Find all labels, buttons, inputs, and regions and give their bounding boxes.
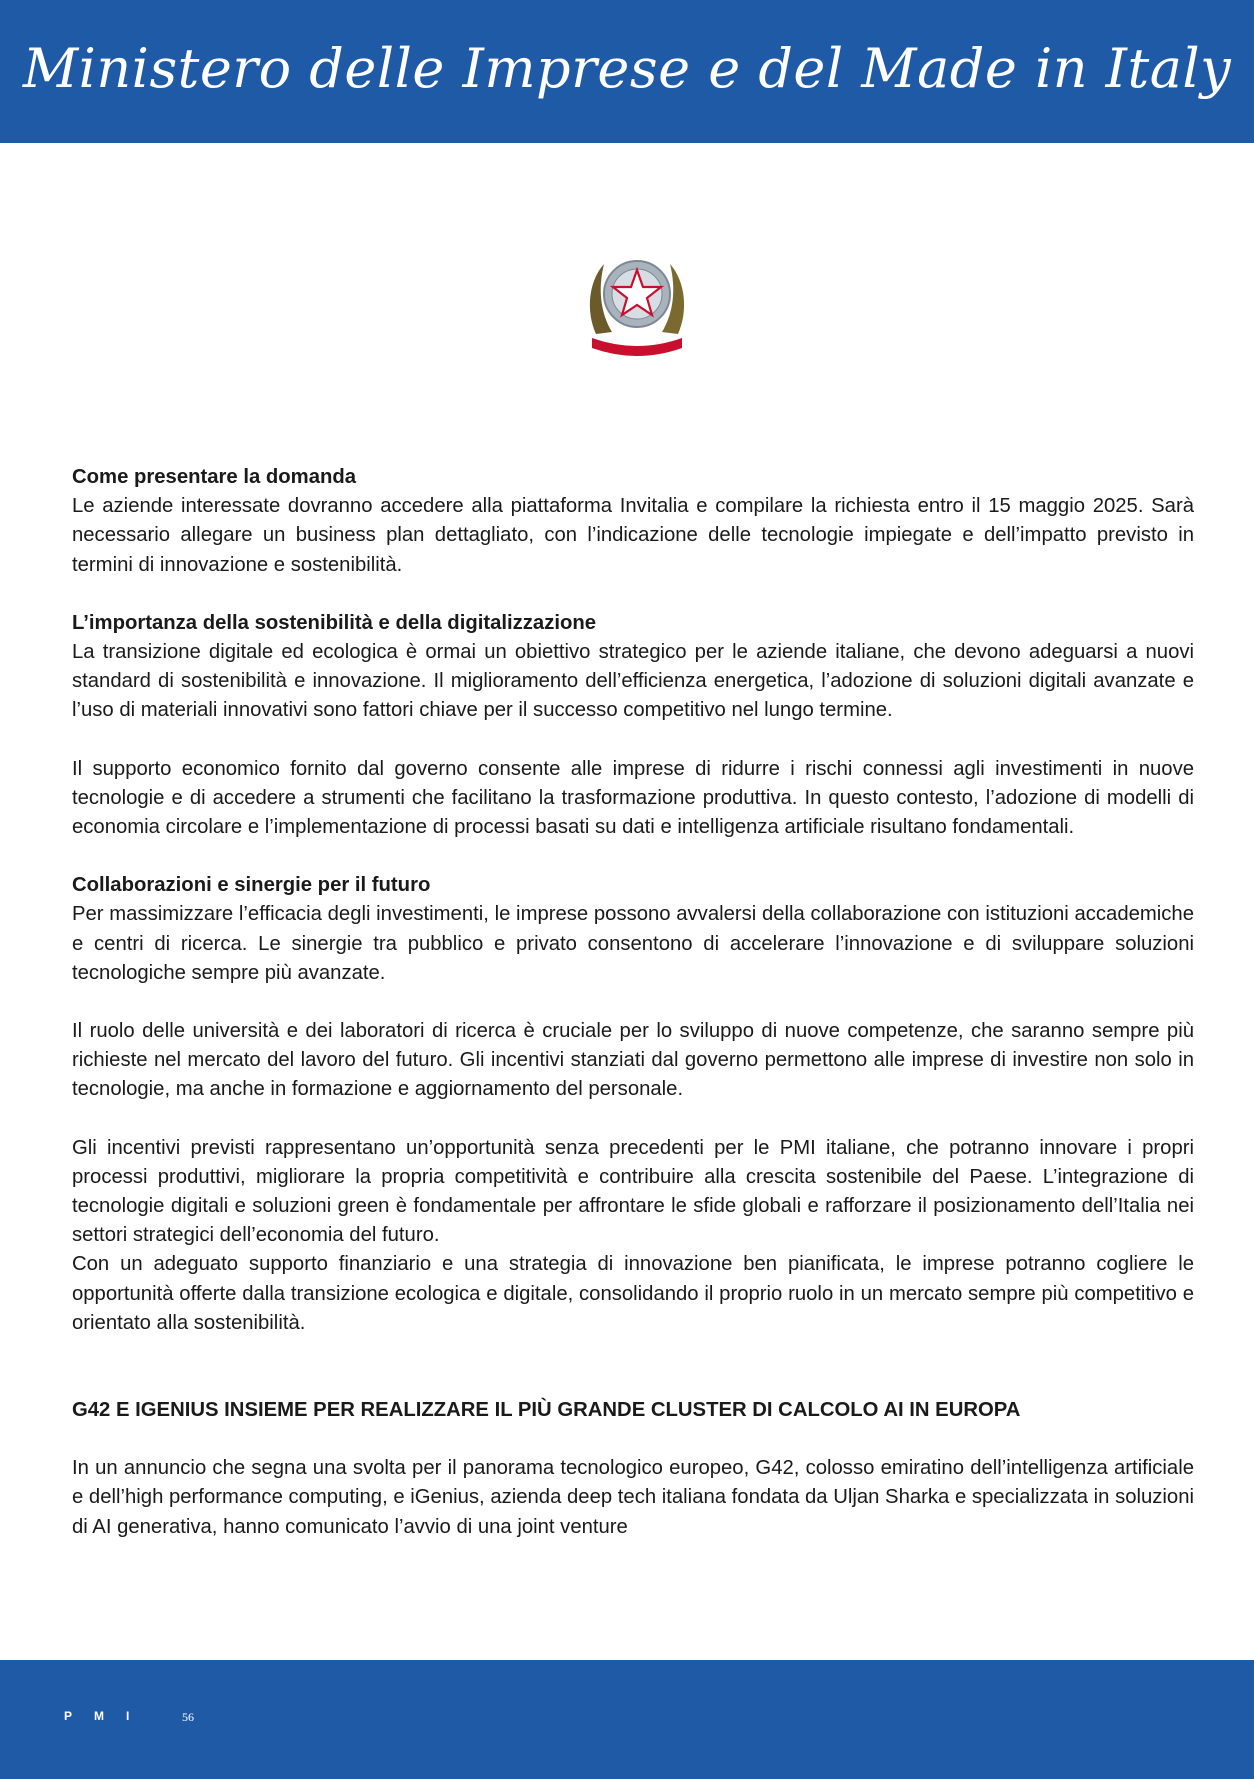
page-number: 56 [182,1710,194,1724]
paragraph: Con un adeguato supporto finanziario e una strategia di innovazione ben pianificata, le imprese potranno cogliere le opportunità offerte dalla transizione ecologica e digitale, consolidando il proprio ruolo in un mercato sempre più competitivo e orientato alla sostenibilità. [72,1253,1194,1334]
paragraph: Il supporto economico fornito dal governo consente alle imprese di ridurre i rischi connessi agli investimenti in nuove tecnologie e di accedere a strumenti che facilitano la trasformazione produttiva. In questo contesto, l’adozione di modelli di economia circolare e l’implementazione di processi basati su dati e intelligenza artificiale risultano fondamentali. [72,757,1194,839]
ministry-title: Ministero delle Imprese e del Made in Italy [22,37,1232,100]
section-heading: Collaborazioni e sinergie per il futuro [72,874,431,897]
paragraph: Per massimizzare l’efficacia degli investimenti, le imprese possono avvalersi della collaborazione con istituzioni accademiche e centri di ricerca. Le sinergie tra pubblico e privato consentono di accelerare l’innovazione e di sviluppare soluzioni tecnologiche sempre più avanzate. [72,903,1194,984]
italian-republic-emblem [582,242,692,362]
paragraph: Il ruolo delle università e dei laboratori di ricerca è cruciale per lo sviluppo di nuove competenze, che saranno sempre più richieste nel mercato del lavoro del futuro. Gli incentivi stanziati dal governo permettono alle imprese di investire non solo in tecnologie, ma anche in formazione e aggiornamento del personale. [72,1020,1194,1101]
paragraph: Le aziende interessate dovranno accedere alla piattaforma Invitalia e compilare la richiesta entro il 15 maggio 2025. Sarà necessario allegare un business plan dettagliato, con l’indicazione delle tecnologie impiegate e dell’impatto previsto in termini di innovazione e sostenibilità. [72,495,1194,576]
section-heading: Come presentare la domanda [72,466,357,488]
paragraph: La transizione digitale ed ecologica è ormai un obiettivo strategico per le aziende italiane, che devono adeguarsi a nuovi standard di sostenibilità e innovazione. Il miglioramento dell’efficienza energetica, l’adozione di soluzioni digitali avanzate e l’uso di materiali innovativi sono fattori chiave per il successo competitivo nel lungo termine. [72,641,1194,722]
main-content [72,463,1194,1542]
article-title: G42 E IGENIUS INSIEME PER REALIZZARE IL PIÙ GRANDE CLUSTER DI CALCOLO AI IN EUROPA [72,1399,1021,1422]
section-heading: L’importanza della sostenibilità e della digitalizzazione [72,611,597,634]
paragraph: Gli incentivi previsti rappresentano un’opportunità senza precedenti per le PMI italiane, che potranno innovare i propri processi produttivi, migliorare la propria competitività e contribuire alla crescita sostenibile del Paese. L’integrazione di tecnologie digitali e soluzioni green è fondamentale per affrontare le sfide globali e rafforzare il posizionamento dell’Italia nei settori strategici dell’economia del futuro. [72,1136,1194,1247]
ribbon [592,338,682,356]
footer-label: PMI [64,1709,152,1723]
page-header [0,0,1254,143]
article-paragraph: In un annuncio che segna una svolta per il panorama tecnologico europeo, G42, colosso emiratino dell’intelligenza artificiale e dell’high performance computing, e iGenius, azienda deep tech italiana fondata da Uljan Sharka e specializzata in soluzioni di AI generativa, hanno comunicato l’avvio di una joint venture [72,1457,1194,1538]
